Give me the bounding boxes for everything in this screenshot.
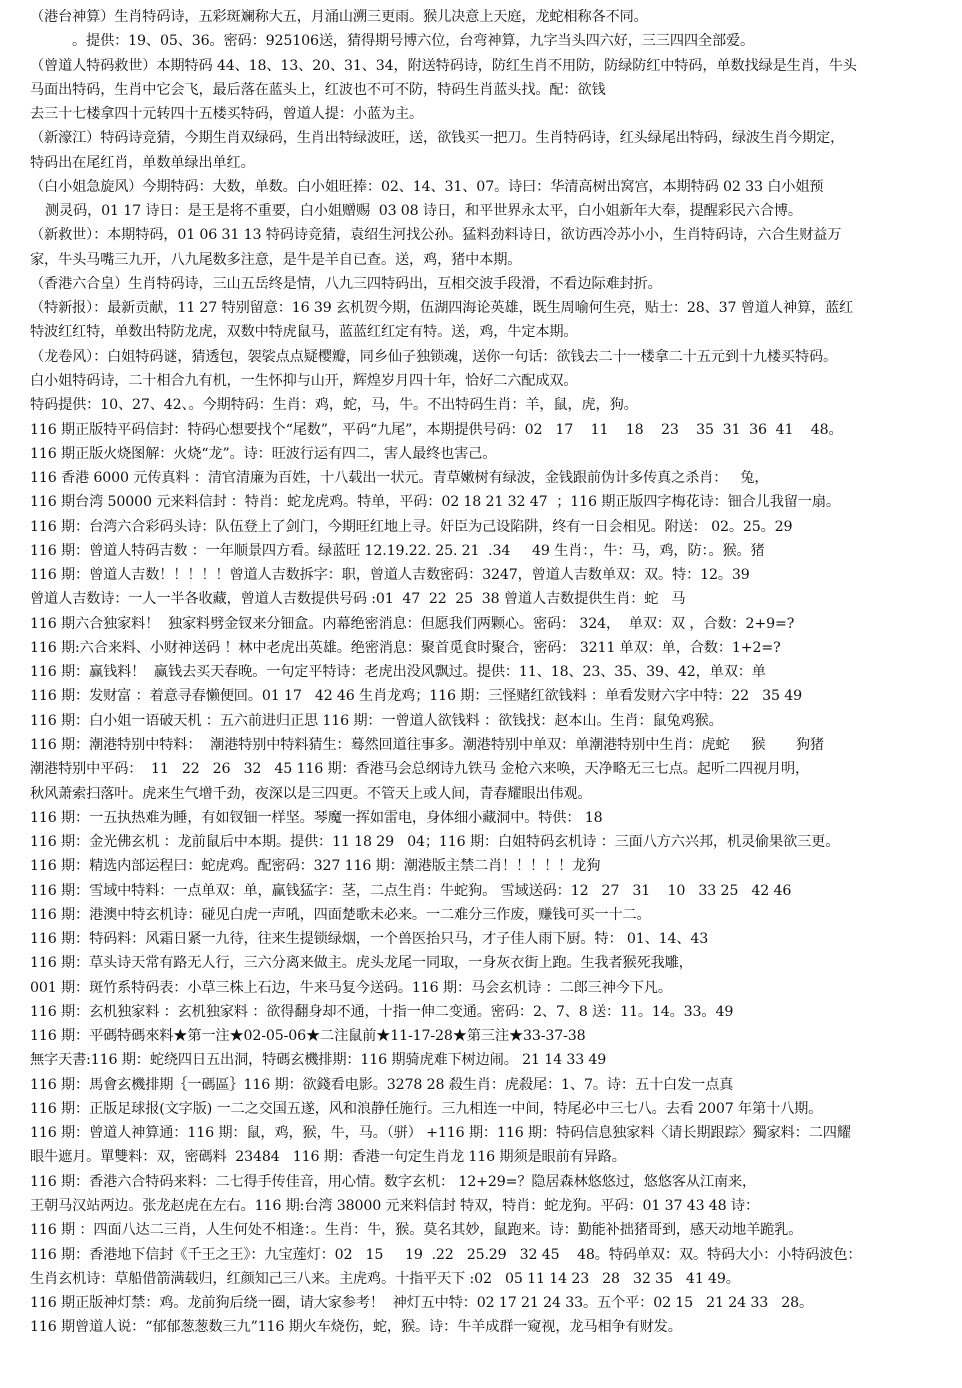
text-line: 116 期：平碼特碼來料★第一注★02-05-06★二注鼠前★11-17-28★第三注★33-37-38 [30, 1028, 586, 1045]
text-line: 116 期：港澳中特玄机诗：碰见白虎一声吼，四面楚歌未必来。一二难分三作废，赚钱可买一十二。 [30, 906, 651, 923]
text-line: 116 期：正版足球报(文字版) 一二之交国五遂，风和浪静任施行。三九相连一中间，特尾必中三七八。去看 2007 年第十八期。 [30, 1100, 823, 1117]
text-line: 秋风萧索扫落叶。虎来生气增千劲，夜深以是三四更。不管天上或人间，青春耀眼出伟观。 [30, 785, 592, 802]
text-line: 116 期：白小姐一语破天机 ：五六前进归正思 116 期：一曾道人欲钱料 ：欲钱找：赵本山。生肖：鼠兔鸡猴。 [30, 712, 723, 729]
text-line: 116 期:六合来料、小财神送码 ！林中老虎出英雄。绝密消息：聚首觅食时聚合，密码： 3211 单双：单，合数：1+2=? [30, 639, 781, 656]
text-line: 潮港特别中平码： 11 22 26 32 45 116 期：香港马会总纲诗九铁马 金枪六来唤，天净略无三七点。起听二四视月明， [30, 761, 810, 778]
text-line: （新濠江）特码诗竞猜，今期生肖双绿码，生肖出特绿波旺，送，欲钱买一把刀。生肖特码诗，红头绿尾出特码，绿波生肖今期定， [30, 130, 845, 147]
text-line: 116 期台湾 50000 元来料信封 ：特肖：蛇龙虎鸡。特单，平码：02 18 21 32 47 ；116 期正版四字梅花诗：钿合儿我留一扇。 [30, 494, 840, 511]
text-line: （龙卷风）：白姐特码谜，猜透包，袈裟点点疑樱瓣，同乡仙子独锁魂，送你一句话：欲钱去二十一楼拿二十五元到十九楼买特码。 [30, 348, 838, 365]
text-line: 家，牛头马嘴三九开，八九尾数多注意，是牛是羊自已查。送，鸡，猪中本期。 [30, 251, 522, 268]
text-line: 116 期：赢钱料！ 赢钱去买天春晚。一句定平特诗：老虎出没风飘过。提供：11、18、23、35、39、42，单双：单 [30, 664, 766, 681]
text-line: （新救世）：本期特码，01 06 31 13 特码诗竞猜，袁绍生河找公孙。猛料劲料诗日，欲访西冷苏小小，生肖特码诗，六合生财益万 [30, 227, 842, 244]
text-line: 116 期：玄机独家料 ：玄机独家料 ：欲得翻身却不通，十指一伸二变通。密码：2、7、8 送：11。14。33。49 [30, 1003, 734, 1020]
text-line: 116 期：草头诗天常有路无人行，三六分离来做主。虎头龙尾一同取，一身灰衣街上跑。生我者猴死我雕， [30, 955, 693, 972]
text-line: 白小姐特码诗，二十相合九有机，一生怀抑与山开，辉煌岁月四十年，恰好二六配成双。 [30, 372, 578, 389]
text-line: （曾道人特码救世）本期特码 44、18、13、20、31、34，附送特码诗，防红生肖不用防，防绿防红中特码，单数找绿是生肖，牛头 [30, 57, 857, 74]
text-line: 特码提供：10、27、42、。今期特码：生肖：鸡，蛇，马，牛。不出特码生肖：羊，鼠，虎，狗。 [30, 397, 638, 414]
text-line: 特码出在尾红肖，单数单绿出单红。 [30, 154, 255, 171]
text-line: 116 期：曾道人特码吉数 ：一年顺景四方看。绿蓝旺 12.19.22. 25. 21 .34 49 生肖：，牛：马，鸡，防：。猴。猪 [30, 542, 765, 559]
text-line: 去三十七楼拿四十元转四十五楼买特码，曾道人提：小蓝为主。 [30, 106, 424, 123]
text-line: 116 期：一五执热难为睡，有如钗钿一样坚。琴魔一挥如雷电，身体细小藏洞中。特供： 18 [30, 809, 603, 826]
text-line: 116 期曾道人说：“郁郁葱葱数三九”116 期火车烧伤，蛇，猴。诗：牛羊成群一窥视，龙马相争有财发。 [30, 1319, 682, 1336]
text-line: （特新报）：最新贡献，11 27 特别留意：16 39 玄机贺今期，伍湖四海论英雄，既生周喻何生亮，贴士：28、37 曾道人神算，蓝红 [30, 300, 854, 317]
text-line: 王朝马汉站两边。张龙赵虎在左右。116 期:台湾 38000 元来料信封 特双，特肖：蛇龙狗。平码：01 37 43 48 诗： [30, 1198, 759, 1215]
text-line: 116 期正版特平码信封：特码心想要找个“尾数”，平码“九尾”，本期提供号码：02 17 11 18 23 35 31 36 41 48。 [30, 421, 843, 438]
text-line: 生肖玄机诗：草船借箭满载归，红颜知己三八来。主虎鸡。十指平天下 :02 05 11 14 23 28 32 35 41 49。 [30, 1270, 740, 1287]
text-line: （港台神算）生肖特码诗，五彩斑斓称大五，月涌山溯三更雨。猴儿决意上天庭，龙蛇相称各不同。 [30, 9, 648, 25]
text-line: 116 期：台湾六合彩码头诗：队伍登上了剑门，今期旺红地上寻。奸臣为己设陷阱，终有一日会相见。附送： 02。25。29 [30, 518, 793, 535]
text-line: 116 期：特码料：风霜日紧一九待，往来生提锁绿烟，一个兽医抬只马，才子佳人雨下厨。特： 01、14、43 [30, 931, 709, 948]
text-line: 116 期：曾道人神算通：116 期：鼠，鸡，猴，牛，马。（骈） +116 期：116 期：特码信息独家料〈请长期跟踪〉獨家料：二四耀 [30, 1125, 851, 1142]
text-line: 眼牛遮月。單雙料：双，密碼料 23484 116 期：香港一句定生肖龙 116 期须是眼前有异路。 [30, 1149, 626, 1166]
text-line: 116 期六合独家料！ 独家料劈金钗来分钿盒。内幕绝密消息：但愿我们两颗心。密码： 324， 单双：双 ，合数：2+9=? [30, 615, 795, 632]
text-line: 116 香港 6000 元传真料 ：清官清廉为百姓，十八载出一状元。青草嫩树有绿波，金钱跟前伪计多传真之杀肖： 兔， [30, 470, 769, 487]
text-line: 马面出特码，生肖中它会飞，最后落在蓝头上，红波也不可不防，特码生肖蓝头找。配：欲钱 [30, 81, 606, 98]
text-line: 116 期：潮港特别中特料： 潮港特别中特料猜生：蓦然回道往事多。潮港特别中单双：单潮港特别中生肖：虎蛇 猴 狗猪 [30, 736, 824, 753]
document-text-body [30, 5, 950, 1340]
text-line: （香港六合皇）生肖特码诗，三山五岳终是情，八九三四特码出，互相交波手段滑，不看边际难封折。 [30, 275, 662, 292]
text-line: （白小姐急旋风）今期特码：大数，单数。白小姐旺捧：02、14、31、07。诗曰：华清高树出窝宫，本期特码 02 33 白小姐预 [30, 178, 824, 195]
text-line: 。提供：19、05、36。密码：925106送，猜得期号博六位，台弯神算，九字当头四六好，三三四四全部爱。 [72, 33, 755, 50]
text-line: 测灵码，01 17 诗日：是王是将不重要，白小姐赠赐 03 08 诗日，和平世界永太平，白小姐新年大奉，提醒彩民六合博。 [45, 203, 802, 220]
text-line: 116 期：精选内部运程曰：蛇虎鸡。配密码：327 116 期：潮港版主禁二肖！！！！！龙狗 [30, 858, 601, 875]
text-line: 特波红红特，单数出特防龙虎，双数中特虎鼠马，蓝蓝红红定有特。送，鸡，牛定本期。 [30, 324, 578, 341]
text-line: 001 期：斑竹系特码表：小草三株上石边，牛来马复今送码。116 期：马会玄机诗 ：二郎三神今下凡。 [30, 979, 672, 996]
text-line: 無字天書:116 期：蛇绕四日五出洞，特碼玄機排期：116 期骑虎难下树边闹。 21 14 33 49 [30, 1052, 607, 1069]
text-line: 116 期正版神灯禁：鸡。龙前狗后绕一圈，请大家参考！ 神灯五中特：02 17 21 24 33。五个平：02 15 21 24 33 28。 [30, 1295, 813, 1312]
text-line: 116 期：金光佛玄机 ：龙前鼠后中本期。提供：11 18 29 04；116 期：白姐特码玄机诗 ：三面八方六兴邦，机灵偷果欲三更。 [30, 834, 840, 851]
text-line: 116 期正版火烧图解：火烧“龙”。诗：旺波行运有四二，害人最终也害己。 [30, 445, 497, 462]
text-line: 116 期：发财富 ：着意寻春懒便回。01 17 42 46 生肖龙鸡；116 期：三怪赌红欲钱料 ：单看发财六字中特：22 35 49 [30, 688, 802, 705]
text-line: 曾道人吉数诗：一人一半各收藏，曾道人吉数提供号码 :01 47 22 25 38 曾道人吉数提供生肖：蛇 马 [30, 591, 686, 608]
text-line: 116 期 ：四面八达二三肖，人生何处不相逢：。生肖：牛，猴。莫名其妙，鼠跑来。诗：勤能补拙猪哥到，感天动地羊跪乳。 [30, 1222, 803, 1239]
text-line: 116 期：香港地下信封《千王之王》：九宝莲灯：02 15 19 .22 25.29 32 45 48。特码单双：双。特码大小：小特码波色： [30, 1246, 862, 1263]
text-line: 116 期：馬會玄機排期｛一碼區｝116 期：欲錢看电影。3278 28 殺生肖：虎殺尾：1、7。诗：五十白发一点真 [30, 1076, 734, 1093]
text-line: 116 期：雪域中特料：一点单双：单，赢钱猛字：茎，二点生肖：牛蛇狗。 雪域送码：12 27 31 10 33 25 42 46 [30, 882, 792, 899]
text-line: 116 期：香港六合特码来料：二七得手传佳音，用心情。数字玄机： 12+29=？隐居森林悠悠过，悠悠客从江南来， [30, 1173, 757, 1190]
text-line: 116 期：曾道人吉数！！！！！曾道人吉数拆字：职，曾道人吉数密码：3247，曾道人吉数单双：双。特：12。39 [30, 567, 750, 584]
